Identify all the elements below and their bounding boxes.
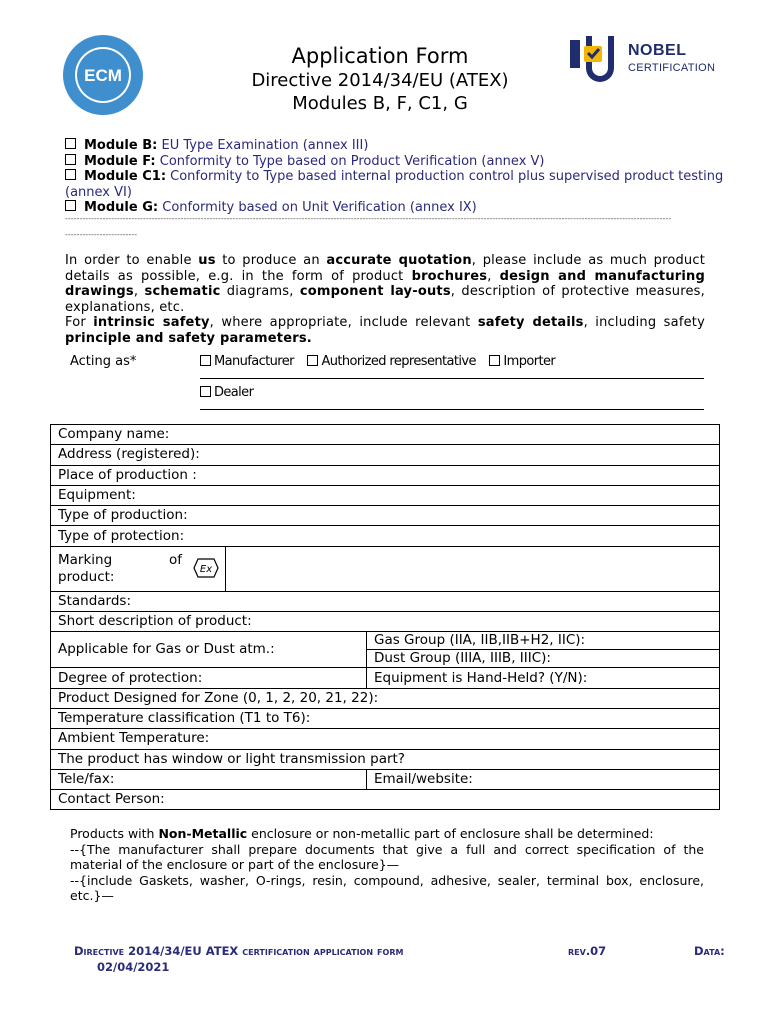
field-place-of-production[interactable]: Place of production : bbox=[51, 465, 720, 485]
svg-text:Ex: Ex bbox=[199, 563, 213, 575]
module-list bbox=[65, 138, 745, 216]
field-equipment[interactable]: Equipment: bbox=[51, 485, 720, 505]
nobel-logo-line1: NOBEL bbox=[628, 42, 687, 59]
option-dealer[interactable]: Dealer bbox=[200, 385, 253, 400]
field-hand-held[interactable]: Equipment is Hand-Held? (Y/N): bbox=[367, 668, 720, 688]
option-importer[interactable]: Importer bbox=[489, 354, 555, 369]
option-manufacturer[interactable]: Manufacturer bbox=[200, 354, 294, 369]
checkbox bbox=[489, 355, 500, 366]
field-marking-label: Marking of product: Ex bbox=[51, 546, 226, 591]
directive-title: Directive 2014/34/EU (ATEX) bbox=[251, 70, 509, 91]
field-email-website[interactable]: Email/website: bbox=[367, 769, 720, 789]
acting-as-label: Acting as* bbox=[70, 354, 137, 369]
module-item: Module G: Conformity based on Unit Verification (annex IX) bbox=[65, 200, 745, 216]
acting-as-options-row2 bbox=[200, 385, 704, 410]
field-company-name[interactable]: Company name: bbox=[51, 425, 720, 445]
checkbox[interactable] bbox=[65, 200, 76, 211]
field-ambient-temperature[interactable]: Ambient Temperature: bbox=[51, 729, 720, 749]
field-contact-person[interactable]: Contact Person: bbox=[51, 790, 720, 810]
field-zone[interactable]: Product Designed for Zone (0, 1, 2, 20, 21, 22): bbox=[51, 688, 720, 708]
page-footer bbox=[74, 944, 738, 974]
ecm-logo-text: ECM bbox=[84, 66, 122, 85]
intro-paragraph: In order to enable us to produce an accurate quotation, please include as much product details as possible, e.g. in the form of product brochures, design and manufacturing drawings, schematic diagrams, component lay-outs, description of protective measures, explanations, etc. For intrinsic safety, where appropriate, include relevant safety details, including safety principle and safety parameters. bbox=[65, 253, 706, 346]
option-authorized-representative[interactable]: Authorized representative bbox=[307, 354, 475, 369]
module-item: Module C1: Conformity to Type based internal production control plus supervised product testing (annex VI) bbox=[65, 169, 724, 200]
nobel-logo-line2: CERTIFICATION bbox=[628, 62, 716, 74]
ecm-logo bbox=[62, 34, 144, 116]
non-metallic-notes: Products with Non-Metallic enclosure or non-metallic part of enclosure shall be determined: --{The manufacturer shall prepare documents that give a full and correct specification of the material of the enclosure or part of the enclosure}— --{include Gaskets, washer, O-rings, resin, compound, adhesive, sealer, terminal box, enclosure, etc.}— bbox=[70, 826, 704, 903]
field-temperature-classification[interactable]: Temperature classification (T1 to T6): bbox=[51, 708, 720, 728]
footer-date: 02/04/2021 bbox=[97, 960, 170, 974]
checkbox bbox=[200, 355, 211, 366]
checkbox[interactable] bbox=[65, 138, 76, 149]
module-item: Module F: Conformity to Type based on Product Verification (annex V) bbox=[65, 154, 745, 170]
checkbox[interactable] bbox=[65, 169, 76, 180]
form-title: Application Form bbox=[291, 44, 469, 68]
module-item: Module B: EU Type Examination (annex III) bbox=[65, 138, 745, 154]
field-type-of-production[interactable]: Type of production: bbox=[51, 506, 720, 526]
field-applicable-for: Applicable for Gas or Dust atm.: bbox=[51, 632, 367, 668]
footer-date-label: Data: bbox=[694, 944, 725, 958]
field-degree-of-protection[interactable]: Degree of protection: bbox=[51, 668, 367, 688]
dashed-separator: ------------------------------------------------------------------------------------------------------------------------------------------------------------------------------------------------------------------ bbox=[65, 214, 672, 223]
footer-doc-title: Directive 2014/34/EU ATEX certification application form bbox=[74, 944, 404, 958]
dashed-separator: ------------------------- bbox=[65, 230, 138, 239]
acting-as-options-row1 bbox=[200, 354, 704, 379]
ex-marking-icon bbox=[193, 558, 219, 578]
field-window[interactable]: The product has window or light transmission part? bbox=[51, 749, 720, 769]
checkbox bbox=[307, 355, 318, 366]
checkbox[interactable] bbox=[65, 154, 76, 165]
field-standards[interactable]: Standards: bbox=[51, 591, 720, 611]
field-marking-value[interactable] bbox=[226, 546, 720, 591]
field-tele-fax[interactable]: Tele/fax: bbox=[51, 769, 367, 789]
field-gas-group[interactable]: Gas Group (IIA, IIB,IIB+H2, IIC): bbox=[367, 632, 720, 650]
field-address[interactable]: Address (registered): bbox=[51, 445, 720, 465]
field-dust-group[interactable]: Dust Group (IIIA, IIIB, IIIC): bbox=[367, 650, 720, 668]
nobel-certification-logo bbox=[562, 32, 732, 88]
footer-revision: rev.07 bbox=[568, 944, 607, 958]
field-short-description[interactable]: Short description of product: bbox=[51, 612, 720, 632]
field-type-of-protection[interactable]: Type of protection: bbox=[51, 526, 720, 546]
checkbox bbox=[200, 386, 211, 397]
application-form-table bbox=[50, 424, 720, 810]
modules-title: Modules B, F, C1, G bbox=[292, 93, 468, 114]
